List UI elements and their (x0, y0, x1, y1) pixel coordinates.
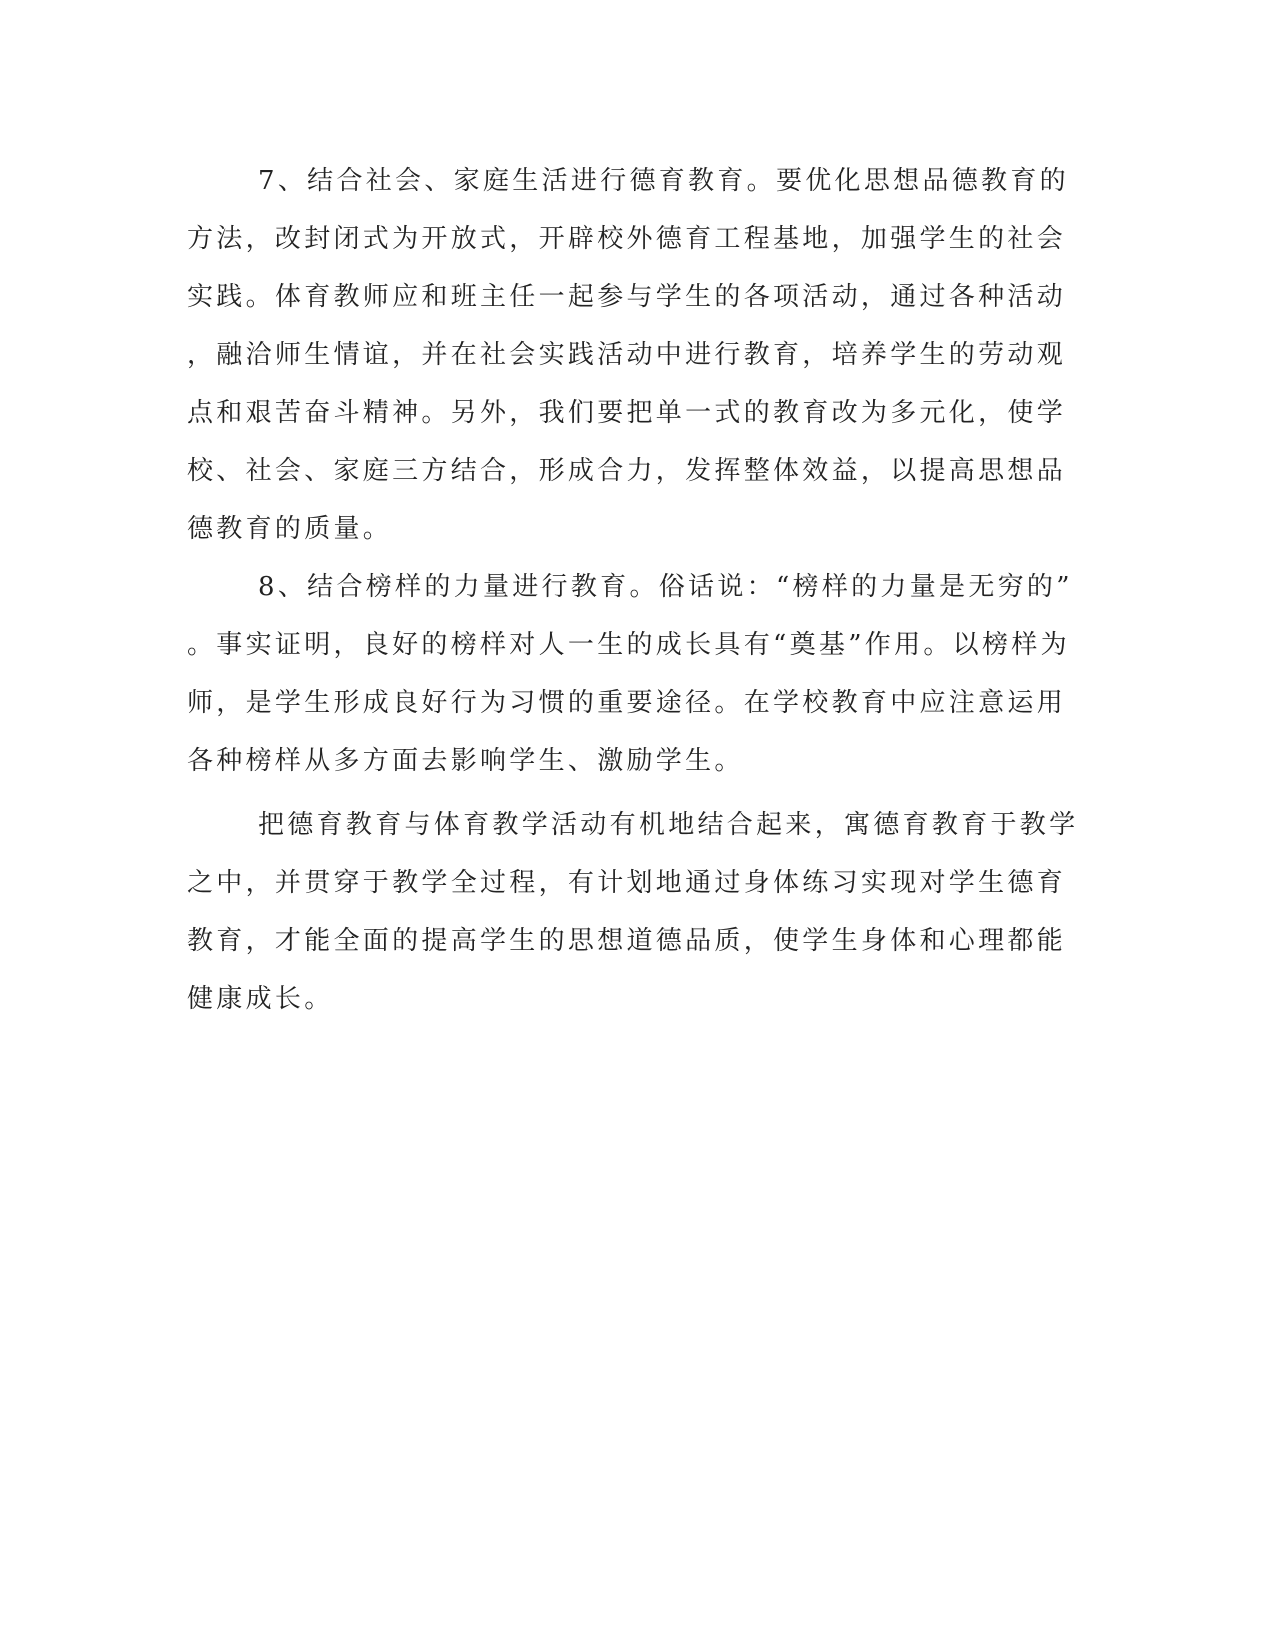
text-line: 。事实证明，良好的榜样对人一生的成长具有“奠基”作用。以榜样为 (187, 630, 1070, 660)
text-line: 校、社会、家庭三方结合，形成合力，发挥整体效益，以提高思想品 (187, 456, 1067, 486)
text-line: 方法，改封闭式为开放式，开辟校外德育工程基地，加强学生的社会 (187, 224, 1067, 254)
text-line: 实践。体育教师应和班主任一起参与学生的各项活动，通过各种活动 (187, 282, 1067, 312)
text-line: 之中，并贯穿于教学全过程，有计划地通过身体练习实现对学生德育 (187, 868, 1067, 898)
text-line: 把德育教育与体育教学活动有机地结合起来，寓德育教育于教学 (258, 810, 1079, 840)
text-line: 8、结合榜样的力量进行教育。俗话说：“榜样的力量是无穷的” (258, 572, 1073, 602)
text-line: 点和艰苦奋斗精神。另外，我们要把单一式的教育改为多元化，使学 (187, 398, 1067, 428)
text-line: ，融洽师生情谊，并在社会实践活动中进行教育，培养学生的劳动观 (187, 340, 1067, 370)
text-line: 各种榜样从多方面去影响学生、激励学生。 (187, 746, 744, 776)
text-line: 德教育的质量。 (187, 514, 393, 544)
text-line: 健康成长。 (187, 984, 334, 1014)
text-line: 师，是学生形成良好行为习惯的重要途径。在学校教育中应注意运用 (187, 688, 1067, 718)
text-line: 7、结合社会、家庭生活进行德育教育。要优化思想品德教育的 (258, 166, 1069, 196)
text-line: 教育，才能全面的提高学生的思想道德品质，使学生身体和心理都能 (187, 926, 1067, 956)
